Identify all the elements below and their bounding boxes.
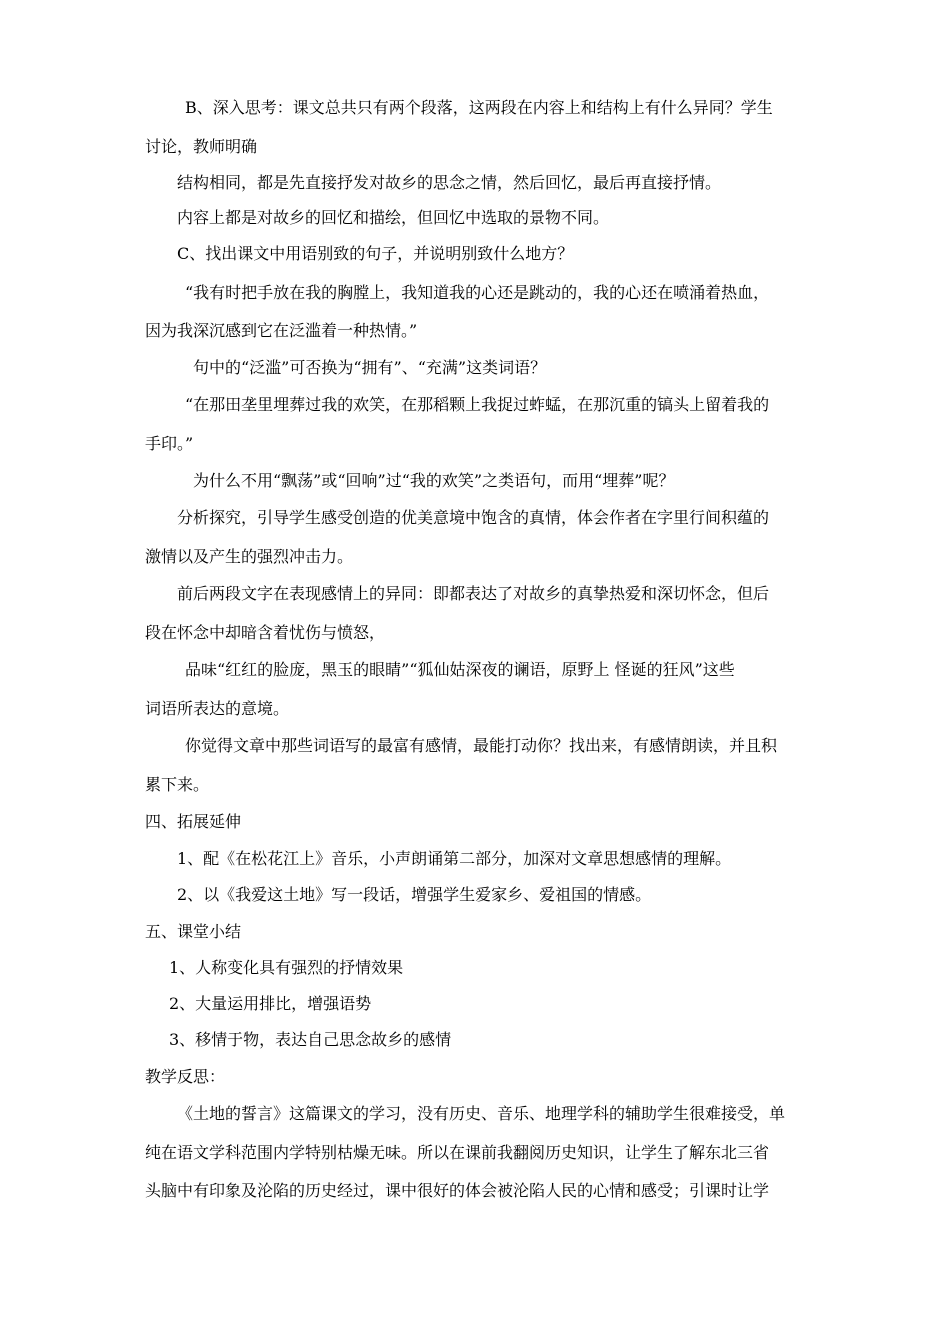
- text-line: 头脑中有印象及沦陷的历史经过，课中很好的体会被沦陷人民的心情和感受；引课时让学: [145, 1181, 770, 1200]
- section-heading: 五、课堂小结: [145, 922, 242, 941]
- text-line: 段在怀念中却暗含着忧伤与愤怒，: [145, 623, 386, 642]
- text-line: 《土地的誓言》这篇课文的学习，没有历史、音乐、地理学科的辅助学生很难接受，单: [177, 1104, 786, 1123]
- text-line: 句中的“泛滥”可否换为“拥有”、“充满”这类词语？: [193, 358, 547, 377]
- list-item: 1、人称变化具有强烈的抒情效果: [169, 958, 404, 977]
- text-line: 手印。”: [145, 434, 194, 453]
- text-line: 你觉得文章中那些词语写的最富有感情，最能打动你？找出来，有感情朗读，并且积: [185, 736, 778, 755]
- section-heading: 教学反思：: [145, 1067, 226, 1086]
- text-line: 前后两段文字在表现感情上的异同：即都表达了对故乡的真挚热爱和深切怀念，但后: [177, 584, 770, 603]
- text-line: 累下来。: [145, 775, 210, 794]
- text-line: B、深入思考：课文总共只有两个段落，这两段在内容上和结构上有什么异同？学生: [185, 98, 773, 117]
- text-line: “在那田垄里埋葬过我的欢笑，在那稻颗上我捉过蚱蜢，在那沉重的镐头上留着我的: [185, 395, 770, 414]
- list-item: 3、移情于物，表达自己思念故乡的感情: [169, 1030, 452, 1049]
- section-heading: 四、拓展延伸: [145, 812, 242, 831]
- text-line: C、找出课文中用语别致的句子，并说明别致什么地方？: [177, 244, 574, 263]
- text-line: 为什么不用“飘荡”或“回响”过“我的欢笑”之类语句，而用“埋葬”呢？: [193, 471, 675, 490]
- text-line: “我有时把手放在我的胸膛上，我知道我的心还是跳动的，我的心还在喷涌着热血，: [185, 283, 770, 302]
- text-line: 词语所表达的意境。: [145, 699, 290, 718]
- list-item: 2、以《我爱这土地》写一段话，增强学生爱家乡、爱祖国的情感。: [177, 885, 652, 904]
- text-line: 结构相同，都是先直接抒发对故乡的思念之情，然后回忆，最后再直接抒情。: [177, 173, 722, 192]
- text-line: 因为我深沉感到它在泛滥着一种热情。”: [145, 321, 418, 340]
- text-line: 内容上都是对故乡的回忆和描绘，但回忆中选取的景物不同。: [177, 208, 610, 227]
- list-item: 2、大量运用排比，增强语势: [169, 994, 372, 1013]
- text-line: 品味“红红的脸庞，黑玉的眼睛”“狐仙姑深夜的谰语，原野上 怪诞的狂风”这些: [185, 660, 735, 679]
- text-line: 纯在语文学科范围内学特别枯燥无味。所以在课前我翻阅历史知识，让学生了解东北三省: [145, 1143, 770, 1162]
- list-item: 1、配《在松花江上》音乐，小声朗诵第二部分，加深对文章思想感情的理解。: [177, 849, 732, 868]
- text-line: 激情以及产生的强烈冲击力。: [145, 547, 354, 566]
- text-line: 分析探究，引导学生感受创造的优美意境中饱含的真情，体会作者在字里行间积蕴的: [177, 508, 770, 527]
- text-line: 讨论，教师明确: [145, 137, 258, 156]
